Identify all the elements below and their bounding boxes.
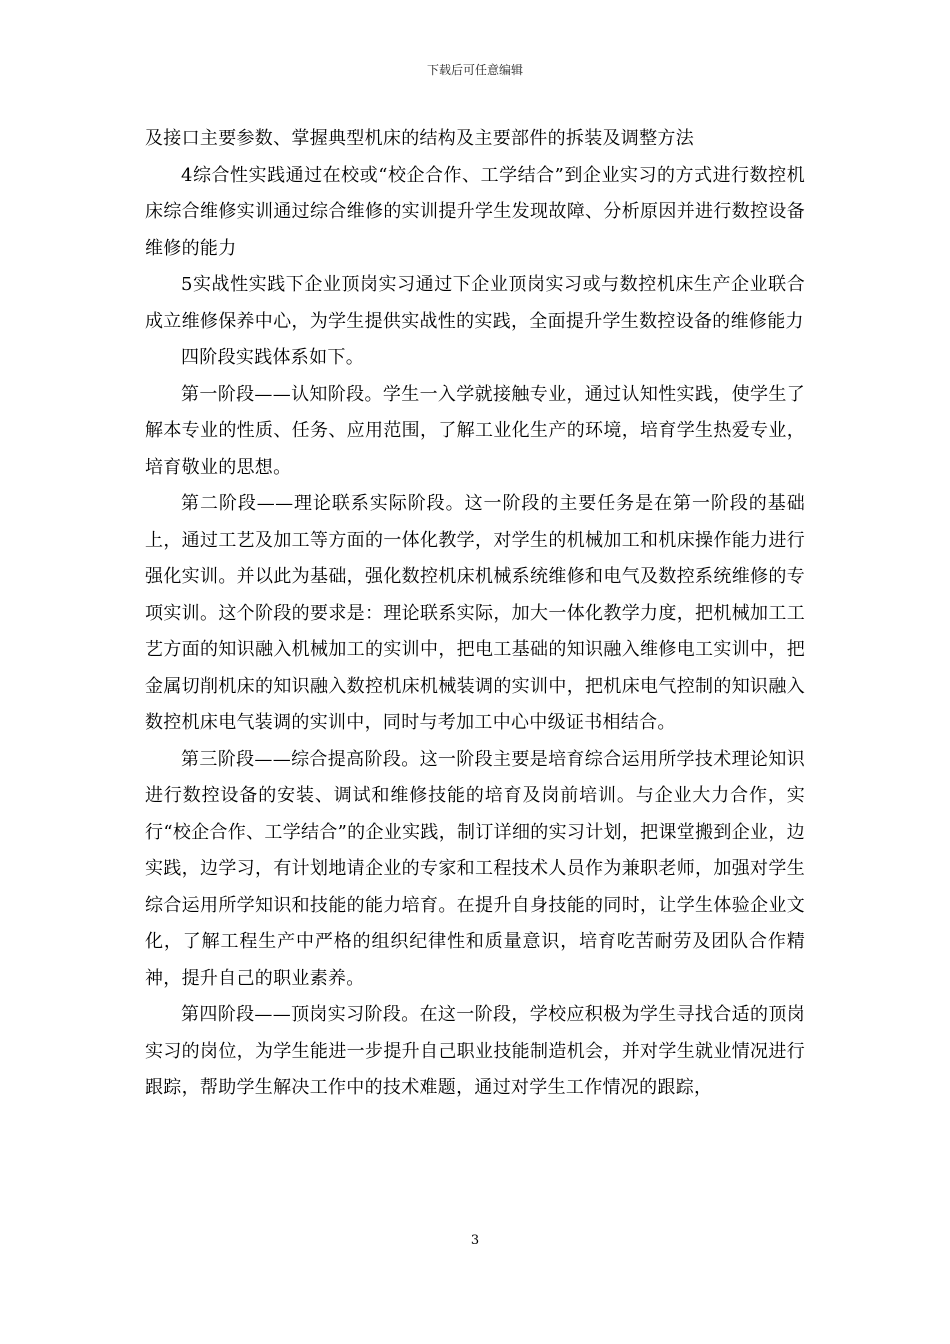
paragraph-intro-stages: 四阶段实践体系如下。	[181, 347, 364, 368]
paragraph-item-5: 5实战性实践下企业顶岗实习通过下企业顶岗实习或与数控机床生产企业联合成立维修保养中心，为学生提供实战性的实践，全面提升学生数控设备的维修能力	[145, 274, 805, 332]
paragraph-item-4: 4综合性实践通过在校或“校企合作、工学结合”到企业实习的方式进行数控机床综合维修实训通过综合维修的实训提升学生发现故障、分析原因并进行数控设备维修的能力	[145, 164, 805, 259]
document-body	[145, 121, 805, 1107]
paragraph-stage-1: 第一阶段——认知阶段。学生一入学就接触专业，通过认知性实践，使学生了解本专业的性质、任务、应用范围，了解工业化生产的环境，培育学生热爱专业，培育敬业的思想。	[145, 383, 805, 478]
paragraph-stage-4: 第四阶段——顶岗实习阶段。在这一阶段，学校应积极为学生寻找合适的顶岗实习的岗位，为学生能进一步提升自己职业技能制造机会，并对学生就业情况进行跟踪，帮助学生解决工作中的技术难题，通过对学生工作情况的跟踪，	[145, 1004, 805, 1098]
paragraph-continuation: 及接口主要参数、掌握典型机床的结构及主要部件的拆装及调整方法	[145, 128, 694, 149]
paragraph-stage-3: 第三阶段——综合提高阶段。这一阶段主要是培育综合运用所学技术理论知识进行数控设备的安装、调试和维修技能的培育及岗前培训。与企业大力合作，实行“校企合作、工学结合”的企业实践，制订详细的实习计划，把课堂搬到企业，边实践，边学习，有计划地请企业的专家和工程技术人员作为兼职老师，加强对学生综合运用所学知识和技能的能力培育。在提升自身技能的同时，让学生体验企业文化，了解工程生产中严格的组织纪律性和质量意识，培育吃苦耐劳及团队合作精神，提升自己的职业素养。	[145, 748, 805, 989]
page-number: 3	[470, 1233, 480, 1248]
paragraph-stage-2: 第二阶段——理论联系实际阶段。这一阶段的主要任务是在第一阶段的基础上，通过工艺及加工等方面的一体化教学，对学生的机械加工和机床操作能力进行强化实训。并以此为基础，强化数控机床机械系统维修和电气及数控系统维修的专项实训。这个阶段的要求是：理论联系实际，加大一体化教学力度，把机械加工工艺方面的知识融入机械加工的实训中，把电工基础的知识融入维修电工实训中，把金属切削机床的知识融入数控机床机械装调的实训中，把机床电气控制的知识融入数控机床电气装调的实训中，同时与考加工中心中级证书相结合。	[145, 493, 805, 733]
page-header: 下载后可任意编辑	[426, 63, 523, 77]
